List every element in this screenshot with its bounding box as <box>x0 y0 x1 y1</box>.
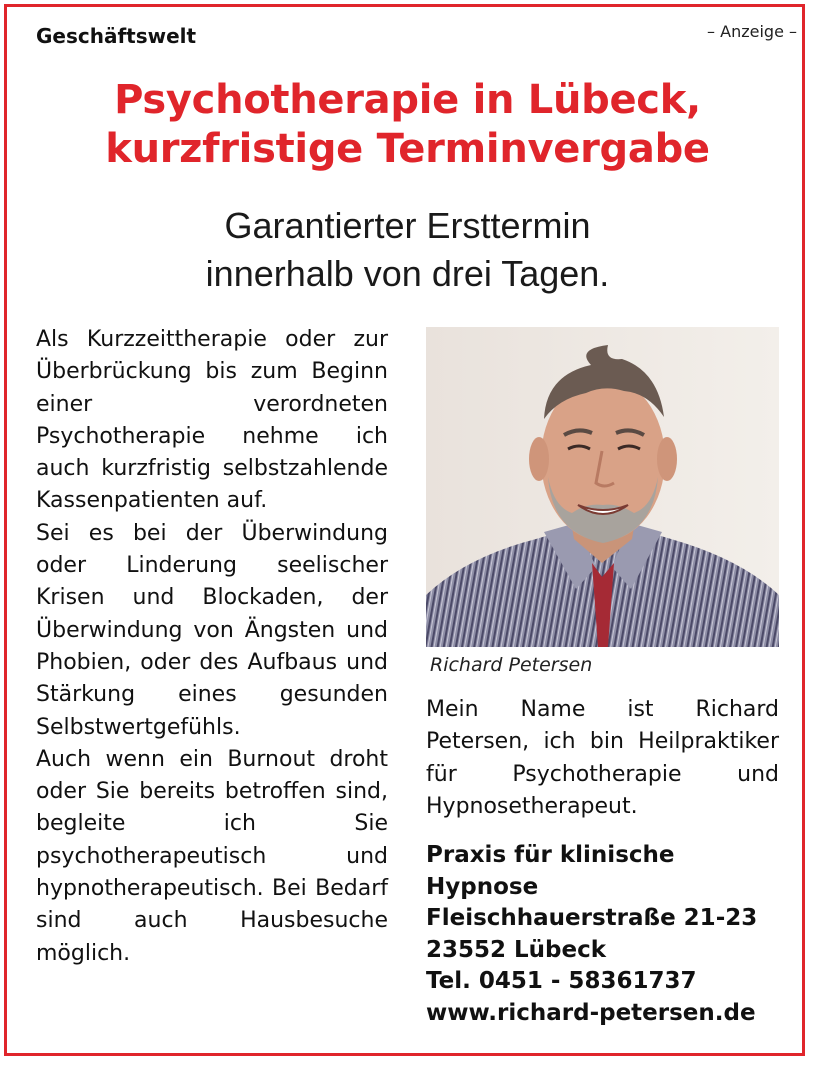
ad-label: – Anzeige – <box>707 22 797 41</box>
body-text <box>36 324 388 970</box>
subheadline-line-2: innerhalb von drei Tagen. <box>205 253 610 294</box>
headline <box>0 76 815 174</box>
practice-name-line-2: Hypnose <box>426 873 539 900</box>
contact-block <box>426 840 796 1029</box>
portrait-photo <box>426 327 779 647</box>
phone-number: Tel. 0451 - 58361737 <box>426 968 697 994</box>
city-address: 23552 Lübeck <box>426 936 607 963</box>
body-paragraph-2: Sei es bei der Überwindung oder Linderung seelischer Krisen und Blockaden, der Überwindung von Ängsten und Phobien, oder des Aufbaus und Stärkung eines gesunden Selbstwertgefühls. <box>36 520 388 740</box>
intro-text: Mein Name ist Richard Petersen, ich bin Heilpraktiker für Psychotherapie und Hypnosetherapeut. <box>426 697 779 819</box>
street-address: Fleischhauerstraße 21-23 <box>426 905 758 931</box>
photo-caption: Richard Petersen <box>430 654 593 676</box>
subheadline-line-1: Garantierter Ersttermin <box>224 205 591 246</box>
headline-line-2: kurzfristige Terminvergabe <box>105 126 710 172</box>
subheadline <box>0 202 815 298</box>
portrait-illustration <box>426 327 779 647</box>
practice-name-line-1: Praxis für klinische <box>426 842 675 868</box>
body-paragraph-3: Auch wenn ein Burnout droht oder Sie bereits betroffen sind, begleite ich Sie psychotherapeutisch und hypnotherapeutisch. Bei Bedarf sind auch Hausbesuche möglich. <box>36 746 388 966</box>
headline-line-1: Psychotherapie in Lübeck, <box>114 77 701 123</box>
body-paragraph-1: Als Kurzzeittherapie oder zur Überbrückung bis zum Beginn einer verordneten Psychotherapie nehme ich auch kurzfristig selbstzahlende Kassenpatienten auf. <box>36 327 388 514</box>
section-label: Geschäftswelt <box>36 24 197 48</box>
website-link[interactable]: www.richard-petersen.de <box>426 999 756 1026</box>
